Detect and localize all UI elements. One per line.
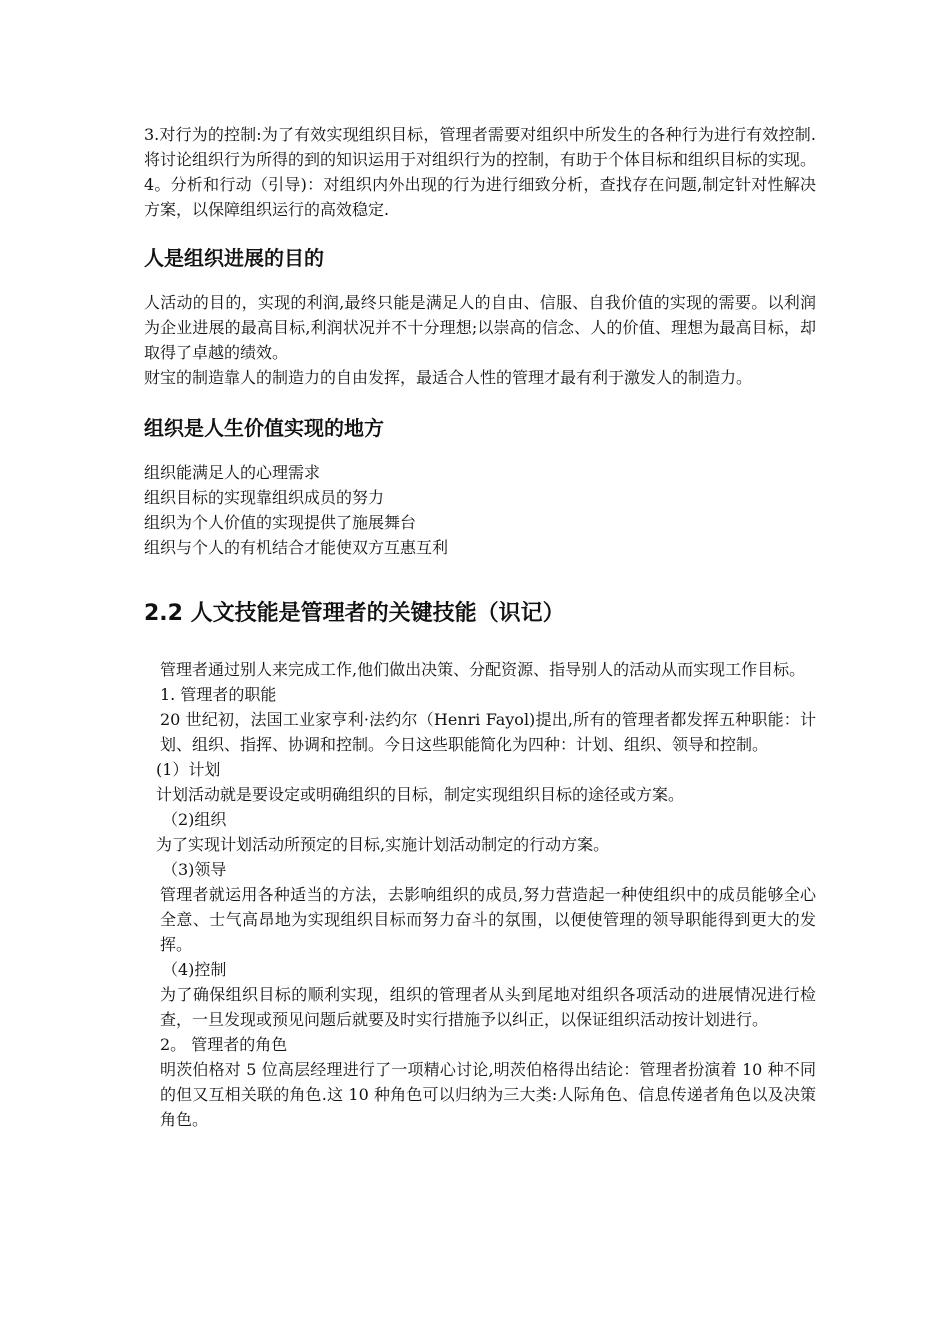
document-page	[144, 122, 816, 1132]
function-controlling-title: （4)控制	[162, 960, 227, 979]
function-leading-text: 管理者就运用各种适当的方法，去影响组织的成员,努力营造起一种使组织中的成员能够全心全意、士气高昂地为实现组织目标而努力奋斗的氛围，以便使管理的领导职能得到更大的发挥。	[160, 885, 816, 954]
function-organizing-title: （2)组织	[162, 810, 227, 829]
function-controlling-text: 为了确保组织目标的顺利实现，组织的管理者从头到尾地对组织各项活动的进展情况进行检查，一旦发现或预见问题后就要及时实行措施予以纠正，以保证组织活动按计划进行。	[160, 985, 816, 1029]
list-item-organization-1: 组织能满足人的心理需求	[144, 463, 321, 482]
subheading-manager-roles: 2。 管理者的角色	[160, 1035, 288, 1054]
list-item-organization-4: 组织与个人的有机结合才能使双方互惠互利	[144, 538, 449, 557]
heading-section-2-2: 2.2 人文技能是管理者的关键技能（识记）	[144, 601, 565, 626]
list-item-organization-3: 组织为个人价值的实现提供了施展舞台	[144, 513, 417, 532]
function-planning-text: 计划活动就是要设定或明确组织的目标，制定实现组织目标的途径或方案。	[156, 785, 685, 804]
function-planning-title: (1）计划	[156, 760, 221, 779]
paragraph-mintzberg-roles: 明茨伯格对 5 位高层经理进行了一项精心讨论,明茨伯格得出结论：管理者扮演着 10 种不同的但又互相关联的角色.这 10 种角色可以归纳为三大类:人际角色、信息传递者角色以及决策角色。	[160, 1060, 816, 1129]
subheading-manager-functions: 1. 管理者的职能	[160, 685, 277, 704]
heading-organization-value: 组织是人生价值实现的地方	[144, 416, 384, 440]
paragraph-analysis-action: 4。分析和行动（引导)：对组织内外出现的行为进行细致分析，查找存在问题,制定针对性解决方案，以保障组织运行的高效稳定.	[144, 175, 816, 219]
paragraph-manager-intro: 管理者通过别人来完成工作,他们做出决策、分配资源、指导别人的活动从而实现工作目标。	[160, 660, 806, 679]
list-item-organization-2: 组织目标的实现靠组织成员的努力	[144, 488, 385, 507]
paragraph-fayol-functions: 20 世纪初，法国工业家亨利·法约尔（Henri Fayol)提出,所有的管理者都发挥五种职能：计划、组织、指挥、协调和控制。今日这些职能简化为四种：计划、组织、领导和控制。	[160, 710, 816, 754]
paragraph-behavior-control: 3.对行为的控制:为了有效实现组织目标，管理者需要对组织中所发生的各种行为进行有效控制.将讨论组织行为所得的到的知识运用于对组织行为的控制，有助于个体目标和组织目标的实现。	[144, 125, 817, 169]
function-organizing-text: 为了实现计划活动所预定的目标,实施计划活动制定的行动方案。	[156, 835, 610, 854]
function-leading-title: （3)领导	[162, 860, 227, 879]
heading-people-purpose: 人是组织进展的目的	[144, 246, 324, 270]
paragraph-people-purpose-2: 财宝的制造靠人的制造力的自由发挥，最适合人性的管理才最有利于激发人的制造力。	[144, 368, 753, 387]
paragraph-people-purpose-1: 人活动的目的，实现的利润,最终只能是满足人的自由、信服、自我价值的实现的需要。以利润为企业进展的最高目标,利润状况并不十分理想;以崇高的信念、人的价值、理想为最高目标，却取得了卓越的绩效。	[144, 293, 816, 362]
